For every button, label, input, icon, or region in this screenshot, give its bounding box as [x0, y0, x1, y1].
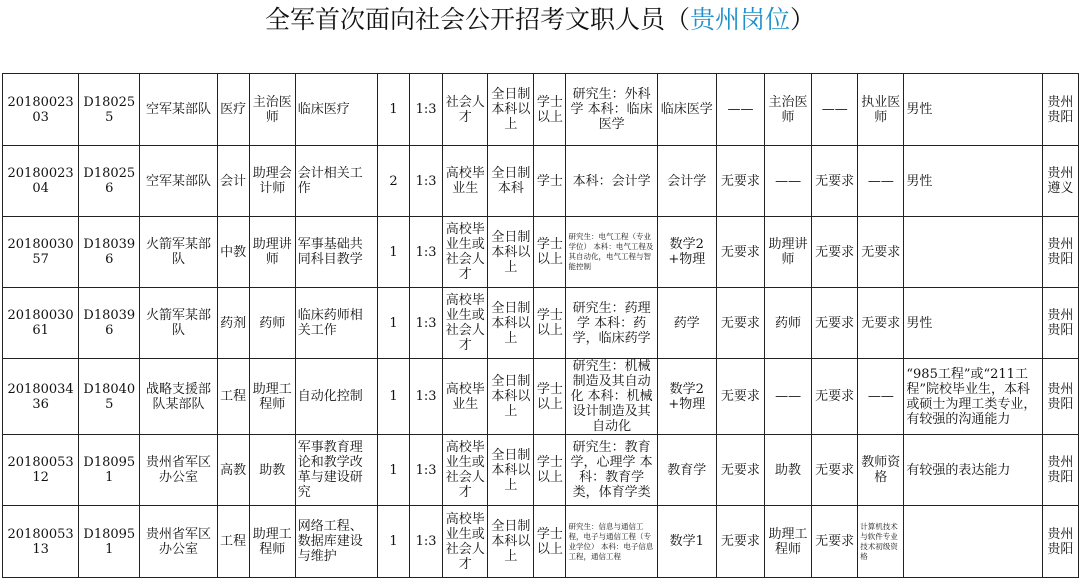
major-cell: 研究生：药理学 本科：药学，临床药学 [566, 288, 657, 359]
source-cell: 高校毕业生或社会人才 [443, 435, 488, 506]
exam-subject-cell: 药学 [657, 288, 716, 359]
other-requirement-cell [904, 506, 1042, 578]
rank-cell: 助教 [765, 435, 812, 506]
source-cell: 高校毕业生或社会人才 [443, 288, 488, 359]
work-content-cell: 自动化控制 [295, 359, 377, 435]
unit-cell: 战略支援部队某部队 [140, 359, 217, 435]
headcount-cell: 1 [377, 359, 409, 435]
job-code-cell: 2018003436 [3, 359, 79, 435]
category-cell: 药剂 [217, 288, 249, 359]
location-cell: 贵州遵义 [1042, 146, 1078, 217]
rank-cell: 药师 [765, 288, 812, 359]
post-code-cell: D180256 [79, 146, 140, 217]
unit-cell: 火箭军某部队 [140, 288, 217, 359]
ratio-cell: 1:3 [410, 288, 443, 359]
post-code-cell: D180396 [79, 217, 140, 288]
rank-cell: 助理工程师 [765, 506, 812, 578]
table-row [3, 217, 1079, 288]
qualification-cell: 计算机技术与软件专业技术初级资格 [858, 506, 904, 578]
category-cell: 高教 [217, 435, 249, 506]
education-cell: 全日制本科 [488, 146, 534, 217]
other-requirement-cell: “985工程”或“211工程”院校毕业生，本科或硕士为理工类专业，有较强的沟通能力 [904, 359, 1042, 435]
education-cell: 全日制本科以上 [488, 288, 534, 359]
table-row [3, 146, 1079, 217]
certificate-cell: 无要求 [812, 506, 858, 578]
location-cell: 贵州贵阳 [1042, 217, 1078, 288]
location-cell: 贵州贵阳 [1042, 435, 1078, 506]
major-cell: 研究生：机械制造及其自动化 本科：机械设计制造及其自动化 [566, 359, 657, 435]
other-requirement-cell: 男性 [904, 146, 1042, 217]
degree-cell: 学士以上 [534, 288, 566, 359]
certificate-cell: 无要求 [812, 359, 858, 435]
rank-cell: 助理讲师 [765, 217, 812, 288]
rank-cell: 主治医师 [765, 74, 812, 146]
source-cell: 高校毕业生或社会人才 [443, 217, 488, 288]
exam-subject-cell: 数学1 [657, 506, 716, 578]
table-row [3, 435, 1079, 506]
other-requirement-cell: 有较强的表达能力 [904, 435, 1042, 506]
skill-cell: 无要求 [716, 146, 764, 217]
skill-cell: 无要求 [716, 288, 764, 359]
skill-cell: —— [716, 74, 764, 146]
job-code-cell: 2018005312 [3, 435, 79, 506]
job-code-cell: 2018003057 [3, 217, 79, 288]
ratio-cell: 1:3 [410, 146, 443, 217]
job-title-cell: 助理工程师 [249, 359, 295, 435]
qualification-cell: 执业医师 [858, 74, 904, 146]
ratio-cell: 1:3 [410, 506, 443, 578]
headcount-cell: 1 [377, 435, 409, 506]
rank-cell: —— [765, 146, 812, 217]
qualification-cell: 教师资格 [858, 435, 904, 506]
degree-cell: 学士以上 [534, 506, 566, 578]
degree-cell: 学士以上 [534, 74, 566, 146]
ratio-cell: 1:3 [410, 359, 443, 435]
job-title-cell: 药师 [249, 288, 295, 359]
job-table [2, 73, 1079, 578]
headcount-cell: 2 [377, 146, 409, 217]
unit-cell: 空军某部队 [140, 146, 217, 217]
location-cell: 贵州贵阳 [1042, 359, 1078, 435]
unit-cell: 贵州省军区办公室 [140, 506, 217, 578]
education-cell: 全日制本科以上 [488, 74, 534, 146]
job-code-cell: 2018005313 [3, 506, 79, 578]
location-cell: 贵州贵阳 [1042, 506, 1078, 578]
exam-subject-cell: 会计学 [657, 146, 716, 217]
certificate-cell: 无要求 [812, 146, 858, 217]
unit-cell: 火箭军某部队 [140, 217, 217, 288]
work-content-cell: 会计相关工作 [295, 146, 377, 217]
location-cell: 贵州贵阳 [1042, 288, 1078, 359]
source-cell: 社会人才 [443, 74, 488, 146]
major-cell: 研究生：电气工程（专业学位） 本科：电气工程及其自动化，电气工程与智能控制 [566, 217, 657, 288]
job-title-cell: 主治医师 [249, 74, 295, 146]
skill-cell: 无要求 [716, 506, 764, 578]
major-cell: 研究生：外科学 本科：临床医学 [566, 74, 657, 146]
exam-subject-cell: 临床医学 [657, 74, 716, 146]
category-cell: 中教 [217, 217, 249, 288]
source-cell: 高校毕业生或社会人才 [443, 506, 488, 578]
rank-cell: —— [765, 359, 812, 435]
job-code-cell: 2018003061 [3, 288, 79, 359]
major-cell: 研究生：信息与通信工程，电子与通信工程（专业学位） 本科：电子信息工程，通信工程 [566, 506, 657, 578]
degree-cell: 学士以上 [534, 435, 566, 506]
job-title-cell: 助理会计师 [249, 146, 295, 217]
table-row [3, 288, 1079, 359]
headcount-cell: 1 [377, 217, 409, 288]
job-code-cell: 2018002304 [3, 146, 79, 217]
education-cell: 全日制本科以上 [488, 217, 534, 288]
post-code-cell: D180951 [79, 435, 140, 506]
major-cell: 本科：会计学 [566, 146, 657, 217]
post-code-cell: D180396 [79, 288, 140, 359]
source-cell: 高校毕业生 [443, 146, 488, 217]
source-cell: 高校毕业生 [443, 359, 488, 435]
category-cell: 工程 [217, 359, 249, 435]
headcount-cell: 1 [377, 288, 409, 359]
category-cell: 医疗 [217, 74, 249, 146]
other-requirement-cell [904, 217, 1042, 288]
degree-cell: 学士以上 [534, 359, 566, 435]
ratio-cell: 1:3 [410, 435, 443, 506]
location-cell: 贵州贵阳 [1042, 74, 1078, 146]
work-content-cell: 临床药师相关工作 [295, 288, 377, 359]
education-cell: 全日制本科以上 [488, 359, 534, 435]
post-code-cell: D180405 [79, 359, 140, 435]
ratio-cell: 1:3 [410, 74, 443, 146]
work-content-cell: 军事教育理论和教学改革与建设研究 [295, 435, 377, 506]
title-main: 全军首次面向社会公开招考文职人员（ [264, 5, 690, 34]
table-row [3, 506, 1079, 578]
exam-subject-cell: 数学2+物理 [657, 359, 716, 435]
certificate-cell: 无要求 [812, 288, 858, 359]
job-code-cell: 2018002303 [3, 74, 79, 146]
work-content-cell: 临床医疗 [295, 74, 377, 146]
major-cell: 研究生：教育学，心理学 本科：教育学类，体育学类 [566, 435, 657, 506]
qualification-cell: —— [858, 146, 904, 217]
title-close: ） [790, 5, 816, 34]
skill-cell: 无要求 [716, 359, 764, 435]
job-title-cell: 助教 [249, 435, 295, 506]
job-title-cell: 助理工程师 [249, 506, 295, 578]
unit-cell: 空军某部队 [140, 74, 217, 146]
job-title-cell: 助理讲师 [249, 217, 295, 288]
exam-subject-cell: 教育学 [657, 435, 716, 506]
degree-cell: 学士 [534, 146, 566, 217]
headcount-cell: 1 [377, 74, 409, 146]
skill-cell: 无要求 [716, 217, 764, 288]
post-code-cell: D180255 [79, 74, 140, 146]
ratio-cell: 1:3 [410, 217, 443, 288]
other-requirement-cell: 男性 [904, 74, 1042, 146]
table-row [3, 359, 1079, 435]
skill-cell: 无要求 [716, 435, 764, 506]
headcount-cell: 1 [377, 506, 409, 578]
table-row [3, 74, 1079, 146]
page-title [0, 2, 1080, 38]
work-content-cell: 网络工程、数据库建设与维护 [295, 506, 377, 578]
category-cell: 工程 [217, 506, 249, 578]
degree-cell: 学士以上 [534, 217, 566, 288]
education-cell: 全日制本科以上 [488, 435, 534, 506]
qualification-cell: 无要求 [858, 288, 904, 359]
qualification-cell: —— [858, 359, 904, 435]
other-requirement-cell: 男性 [904, 288, 1042, 359]
work-content-cell: 军事基础共同科目教学 [295, 217, 377, 288]
certificate-cell: —— [812, 74, 858, 146]
category-cell: 会计 [217, 146, 249, 217]
certificate-cell: 无要求 [812, 217, 858, 288]
unit-cell: 贵州省军区办公室 [140, 435, 217, 506]
title-sub: 贵州岗位 [689, 5, 790, 34]
post-code-cell: D180951 [79, 506, 140, 578]
qualification-cell: 无要求 [858, 217, 904, 288]
certificate-cell: 无要求 [812, 435, 858, 506]
exam-subject-cell: 数学2+物理 [657, 217, 716, 288]
education-cell: 全日制本科以上 [488, 506, 534, 578]
